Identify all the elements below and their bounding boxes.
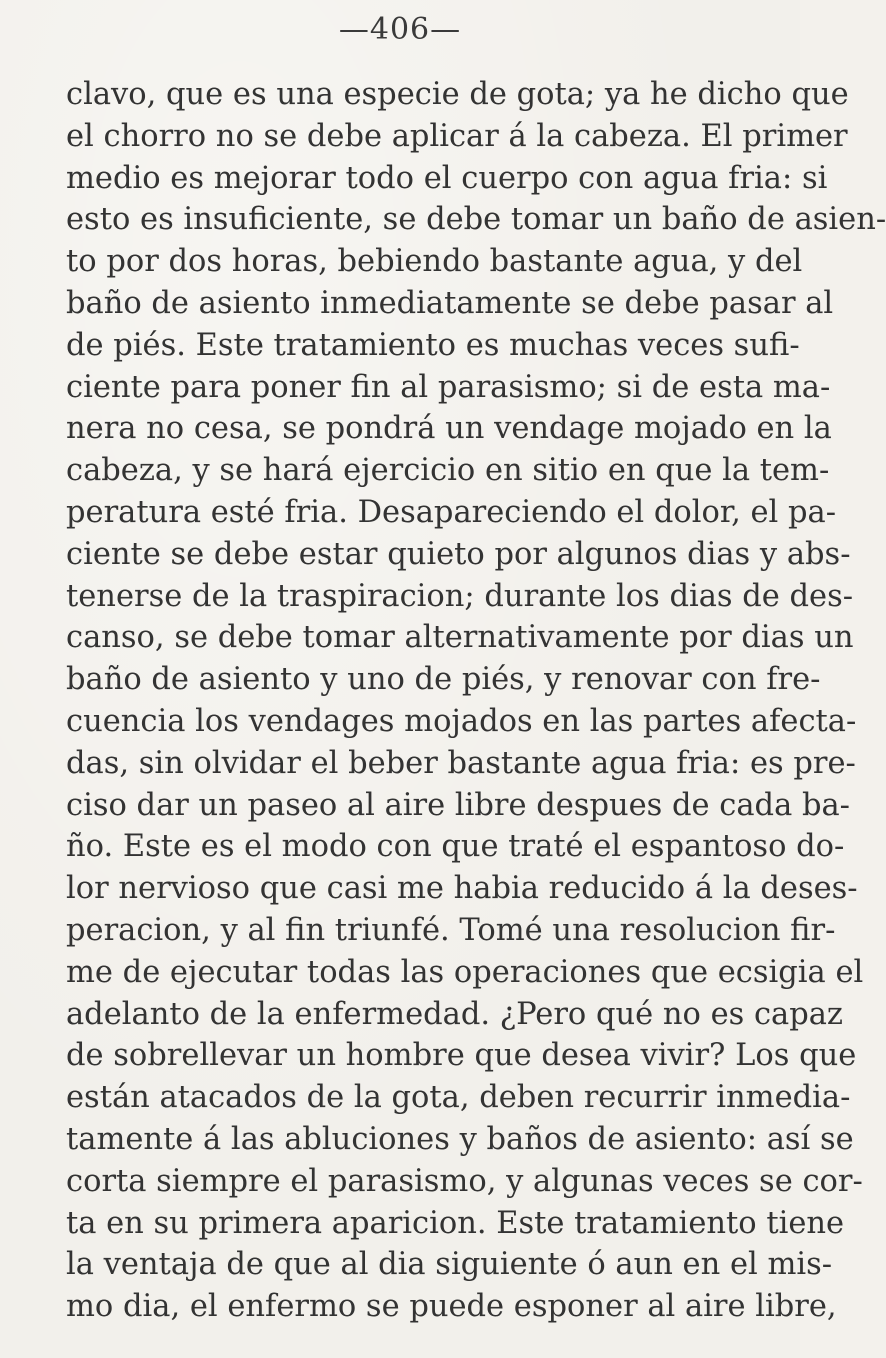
body-text bbox=[66, 74, 886, 1328]
text-line: ño. Este es el modo con que traté el espantoso do- bbox=[66, 829, 845, 865]
text-line: nera no cesa, se pondrá un vendage mojado en la bbox=[66, 411, 832, 447]
text-line: tamente á las abluciones y baños de asiento: así se bbox=[66, 1121, 854, 1157]
text-line: adelanto de la enfermedad. ¿Pero qué no es capaz bbox=[66, 996, 844, 1032]
text-line: clavo, que es una especie de gota; ya he dicho que bbox=[66, 77, 849, 112]
text-line: me de ejecutar todas las operaciones que ecsigia el bbox=[66, 954, 864, 990]
text-line: cuencia los vendages mojados en las partes afecta- bbox=[66, 703, 857, 739]
text-line: ciente se debe estar quieto por algunos dias y abs- bbox=[66, 536, 851, 572]
text-line: peracion, y al fin triunfé. Tomé una resolucion fir- bbox=[66, 912, 836, 948]
text-line: tenerse de la traspiracion; durante los dias de des- bbox=[66, 578, 854, 614]
text-line: mo dia, el enfermo se puede esponer al aire libre, bbox=[66, 1289, 837, 1325]
text-line: to por dos horas, bebiendo bastante agua, y del bbox=[66, 244, 803, 280]
text-line: la ventaja de que al dia siguiente ó aun en el mis- bbox=[66, 1247, 833, 1283]
text-line: medio es mejorar todo el cuerpo con agua fria: si bbox=[66, 160, 828, 196]
text-line: canso, se debe tomar alternativamente por dias un bbox=[66, 620, 854, 656]
page-number: —406— bbox=[338, 12, 462, 47]
text-line: ciente para poner fin al parasismo; si de esta ma- bbox=[66, 369, 831, 405]
text-line: ta en su primera aparicion. Este tratamiento tiene bbox=[66, 1205, 845, 1241]
text-line: peratura esté fria. Desapareciendo el dolor, el pa- bbox=[66, 494, 837, 530]
text-line: el chorro no se debe aplicar á la cabeza. El primer bbox=[66, 118, 848, 154]
text-line: de sobrellevar un hombre que desea vivir? Los que bbox=[66, 1038, 857, 1074]
text-line: baño de asiento inmediatamente se debe pasar al bbox=[66, 285, 834, 321]
text-line: cabeza, y se hará ejercicio en sitio en que la tem- bbox=[66, 453, 830, 489]
text-line: das, sin olvidar el beber bastante agua fria: es pre- bbox=[66, 745, 856, 781]
text-line: esto es insuficiente, se debe tomar un baño de asien- bbox=[66, 202, 886, 238]
text-line: lor nervioso que casi me habia reducido á la deses- bbox=[66, 871, 858, 907]
text-line: ciso dar un paseo al aire libre despues de cada ba- bbox=[66, 787, 850, 823]
text-line: corta siempre el parasismo, y algunas veces se cor- bbox=[66, 1163, 863, 1199]
text-line: de piés. Este tratamiento es muchas veces sufi- bbox=[66, 327, 800, 363]
text-line: están atacados de la gota, deben recurrir inmedia- bbox=[66, 1080, 851, 1116]
text-line: baño de asiento y uno de piés, y renovar con fre- bbox=[66, 662, 821, 698]
